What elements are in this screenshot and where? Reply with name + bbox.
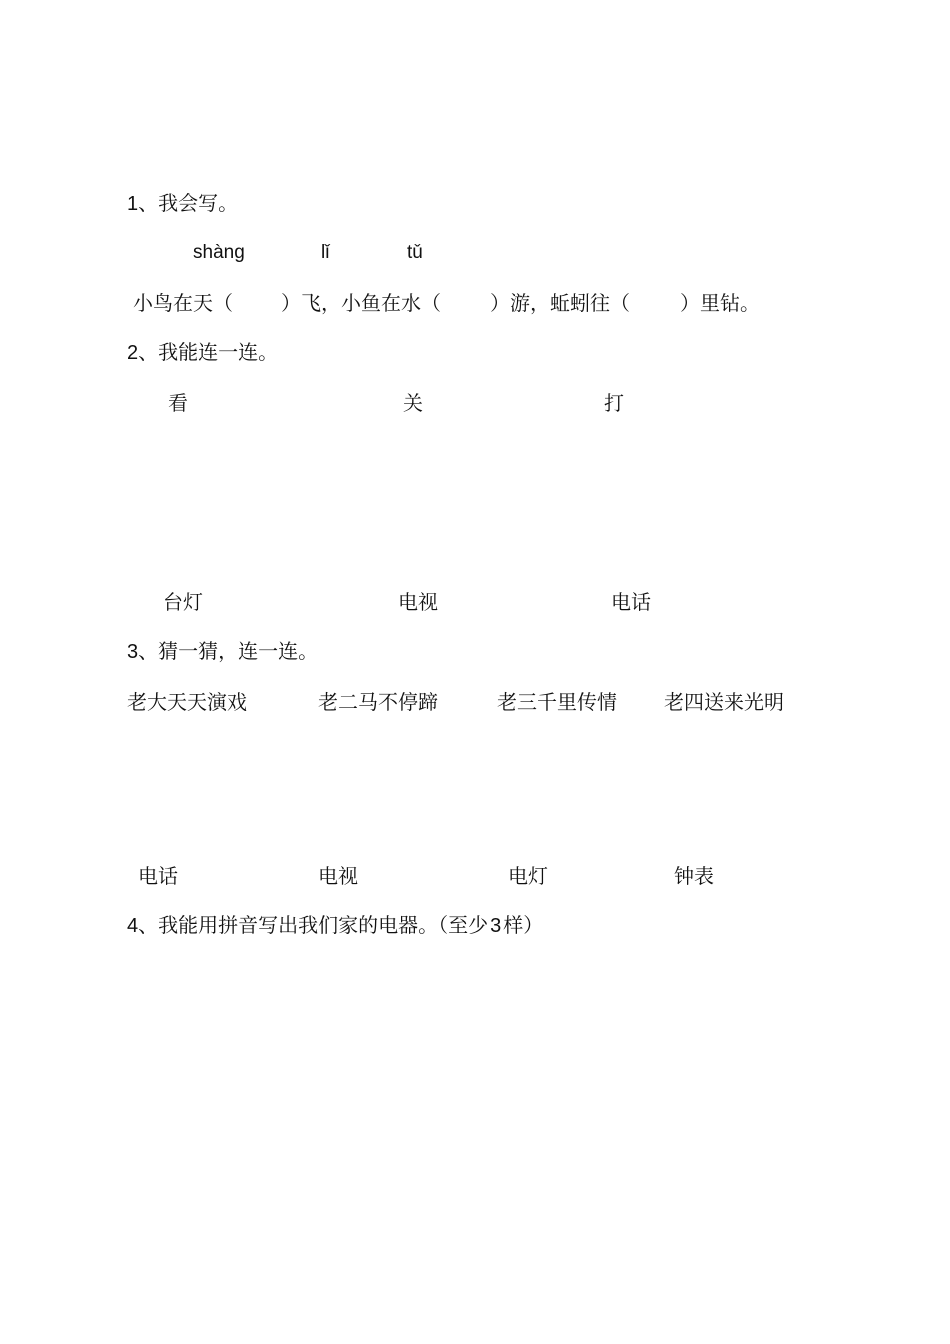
q1-sentence-part-2: ）飞，小鱼在水（ <box>281 291 441 315</box>
q1-sentence-part-1: 小鸟在天（ <box>133 291 233 315</box>
q3-answer-3: 电灯 <box>508 864 548 888</box>
q3-answer-2: 电视 <box>318 864 358 888</box>
q4-count: 3 <box>490 915 502 937</box>
q2-verb-3: 打 <box>604 391 624 415</box>
q2-heading <box>127 340 278 365</box>
q1-pinyin-2: lǐ <box>321 242 330 263</box>
q2-verb-2: 关 <box>403 391 423 415</box>
q3-riddle-4: 老四送来光明 <box>664 690 784 714</box>
q3-riddle-3: 老三千里传情 <box>497 690 617 714</box>
q3-heading-text: 、猜一猜，连一连。 <box>138 639 319 663</box>
q2-object-2: 电视 <box>398 590 438 614</box>
q1-sentence-part-4: ）里钻。 <box>680 291 760 315</box>
q4-number: 4 <box>127 915 139 937</box>
q3-riddle-2: 老二马不停蹄 <box>318 690 438 714</box>
q1-sentence-part-3: ）游，蚯蚓往（ <box>490 291 630 315</box>
q4-heading-tail: 样） <box>503 913 544 937</box>
q3-number: 3 <box>127 641 139 663</box>
q3-heading <box>127 639 318 664</box>
q3-answer-1: 电话 <box>138 864 178 888</box>
q3-answer-4: 钟表 <box>674 864 714 888</box>
q1-heading-text: 、我会写。 <box>138 191 239 215</box>
q2-verb-1: 看 <box>168 391 188 415</box>
q2-object-1: 台灯 <box>163 590 203 614</box>
q1-heading <box>127 191 238 216</box>
q2-number: 2 <box>127 342 139 364</box>
q1-pinyin-1: shàng <box>193 242 245 263</box>
q1-number: 1 <box>127 193 139 215</box>
q2-heading-text: 、我能连一连。 <box>138 340 279 364</box>
q4-heading <box>127 913 543 938</box>
q1-pinyin-3: tǔ <box>407 242 423 263</box>
q4-heading-text: 、我能用拼音写出我们家的电器。（至少 <box>138 913 489 937</box>
q2-object-3: 电话 <box>611 590 651 614</box>
q3-riddle-1: 老大天天演戏 <box>127 690 247 714</box>
